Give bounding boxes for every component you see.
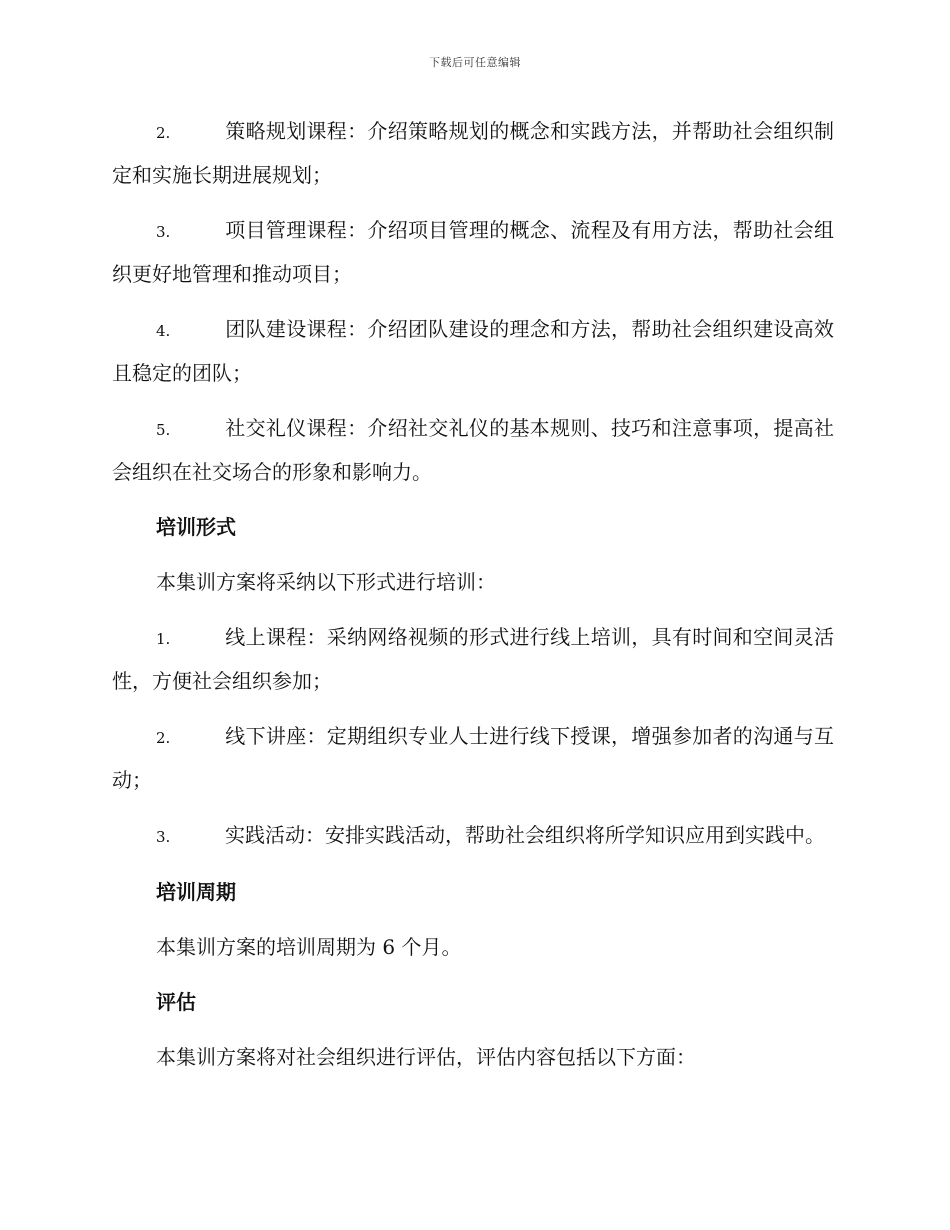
list-item — [112, 110, 834, 196]
list-number: 5. — [156, 421, 171, 439]
section-paragraph: 本集训方案将对社会组织进行评估，评估内容包括以下方面： — [156, 1045, 696, 1069]
list-text: 实践活动：安排实践活动，帮助社会组织将所学知识应用到实践中。 — [225, 823, 825, 847]
list-item — [112, 308, 834, 394]
list-number: 2. — [156, 124, 171, 142]
list-text: 团队建设课程：介绍团队建设的理念和方法，帮助社会组织建设高效且稳定的团队； — [112, 317, 834, 385]
list-text: 社交礼仪课程：介绍社交礼仪的基本规则、技巧和注意事项，提高社会组织在社交场合的形象和影响力。 — [112, 416, 834, 484]
list-number: 3. — [156, 828, 171, 846]
page-header: 下载后可任意编辑 — [429, 56, 521, 69]
section-intro: 本集训方案将采纳以下形式进行培训： — [156, 570, 496, 594]
list-item — [112, 814, 834, 858]
document-body — [112, 110, 834, 1091]
list-text: 线下讲座：定期组织专业人士进行线下授课，增强参加者的沟通与互动； — [112, 724, 834, 792]
list-item — [112, 616, 834, 702]
list-number: 3. — [156, 223, 171, 241]
section-heading-evaluation: 评估 — [156, 990, 196, 1014]
section-heading-training-period: 培训周期 — [156, 880, 236, 904]
list-text: 策略规划课程：介绍策略规划的概念和实践方法，并帮助社会组织制定和实施长期进展规划； — [112, 119, 834, 187]
section-paragraph: 本集训方案的培训周期为 6 个月。 — [156, 935, 462, 959]
list-item — [112, 715, 834, 801]
list-text: 线上课程：采纳网络视频的形式进行线上培训，具有时间和空间灵活性，方便社会组织参加； — [112, 625, 834, 693]
list-item — [112, 209, 834, 295]
section-heading-training-form: 培训形式 — [156, 515, 236, 539]
list-number: 2. — [156, 729, 171, 747]
list-item — [112, 407, 834, 493]
list-number: 4. — [156, 322, 171, 340]
list-text: 项目管理课程：介绍项目管理的概念、流程及有用方法，帮助社会组织更好地管理和推动项目； — [112, 218, 834, 286]
list-number: 1. — [156, 630, 171, 648]
